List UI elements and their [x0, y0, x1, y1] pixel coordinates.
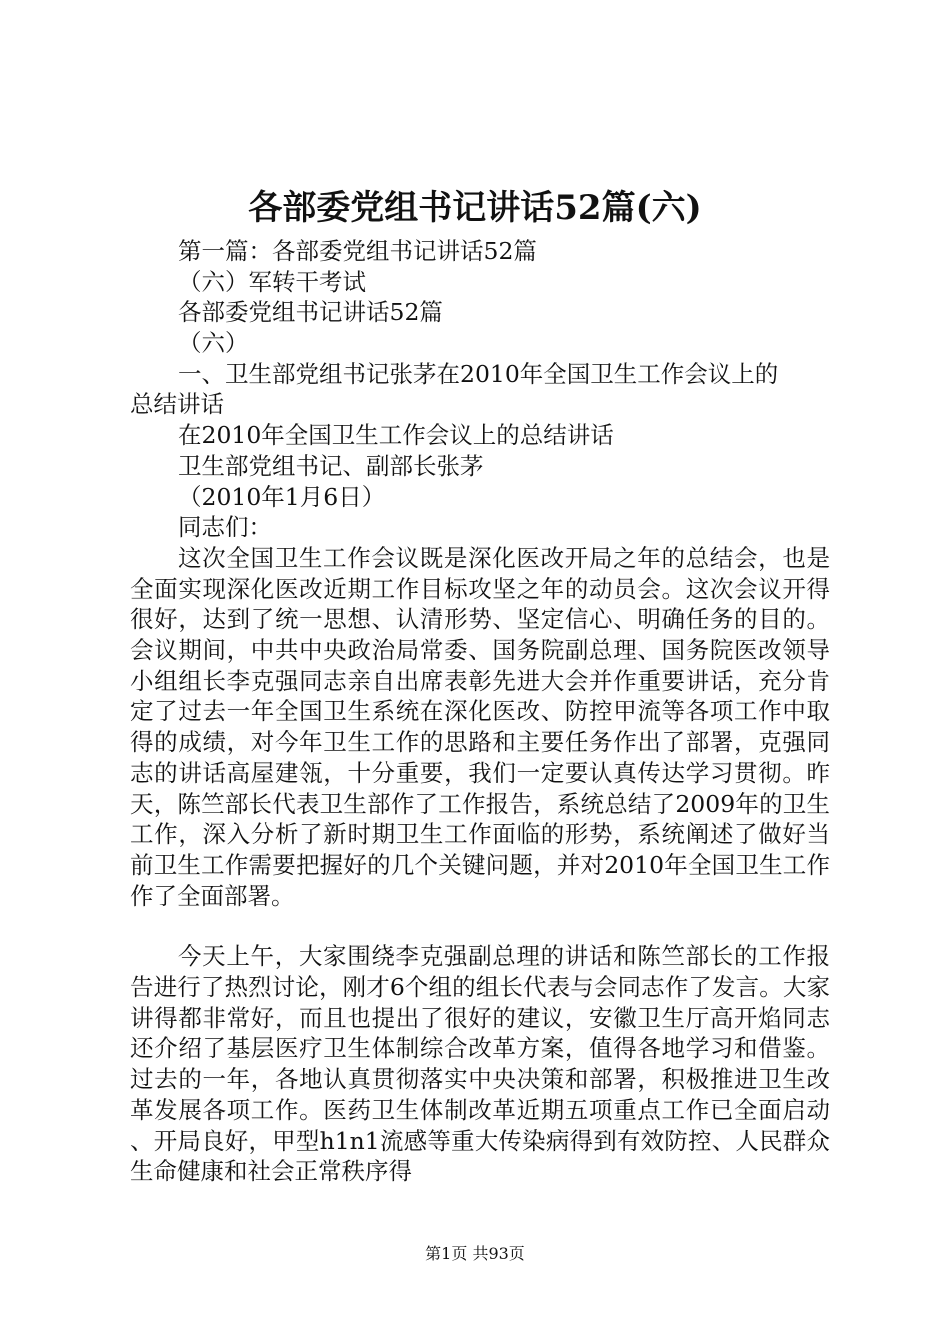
text-line: 卫生部党组书记、副部长张茅 — [178, 451, 484, 480]
document-title: 各部委党组书记讲话52篇(六) — [248, 188, 702, 228]
text-line: 总结讲话 — [130, 390, 224, 419]
text-line: （六）军转干考试 — [178, 267, 366, 296]
text-line: 同志们： — [178, 513, 272, 542]
body-paragraph: 今天上午，大家围绕李克强副总理的讲话和陈竺部长的工作报告进行了热烈讨论，刚才6个组的组长代表与会同志作了发言。大家讲得都非常好，而且也提出了很好的建议，安徽卫生厅高开焰同志还介绍了基层医疗卫生体制综合改革方案，值得各地学习和借鉴。过去的一年，各地认真贯彻落实中央决策和部署，积极推进卫生改革发展各项工作。医药卫生体制改革近期五项重点工作已全面启动、开局良好，甲型h1n1流感等重大传染病得到有效防控、人民群众生命健康和社会正常秩序得 — [130, 942, 830, 1186]
text-line: （2010年1月6日） — [178, 482, 386, 511]
text-line: 在2010年全国卫生工作会议上的总结讲话 — [178, 421, 614, 450]
text-line: 各部委党组书记讲话52篇 — [178, 298, 443, 327]
page-footer: 第1页 共93页 — [425, 1244, 525, 1263]
text-line: 一、卫生部党组书记张茅在2010年全国卫生工作会议上的 — [178, 359, 779, 388]
document-body — [130, 236, 830, 1187]
text-line: （六） — [178, 329, 249, 358]
text-line: 第一篇：各部委党组书记讲话52篇 — [178, 237, 537, 265]
paragraph-spacer — [130, 911, 830, 941]
body-paragraph: 这次全国卫生工作会议既是深化医改开局之年的总结会，也是全面实现深化医改近期工作目标攻坚之年的动员会。这次会议开得很好，达到了统一思想、认清形势、坚定信心、明确任务的目的。会议期间，中共中央政治局常委、国务院副总理、国务院医改领导小组组长李克强同志亲自出席表彰先进大会并作重要讲话，充分肯定了过去一年全国卫生系统在深化医改、防控甲流等各项工作中取得的成绩，对今年卫生工作的思路和主要任务作出了部署，克强同志的讲话高屋建瓴，十分重要，我们一定要认真传达学习贯彻。昨天，陈竺部长代表卫生部作了工作报告，系统总结了2009年的卫生工作，深入分析了新时期卫生工作面临的形势，系统阐述了做好当前卫生工作需要把握好的几个关键问题，并对2010年全国卫生工作作了全面部署。 — [130, 543, 830, 910]
